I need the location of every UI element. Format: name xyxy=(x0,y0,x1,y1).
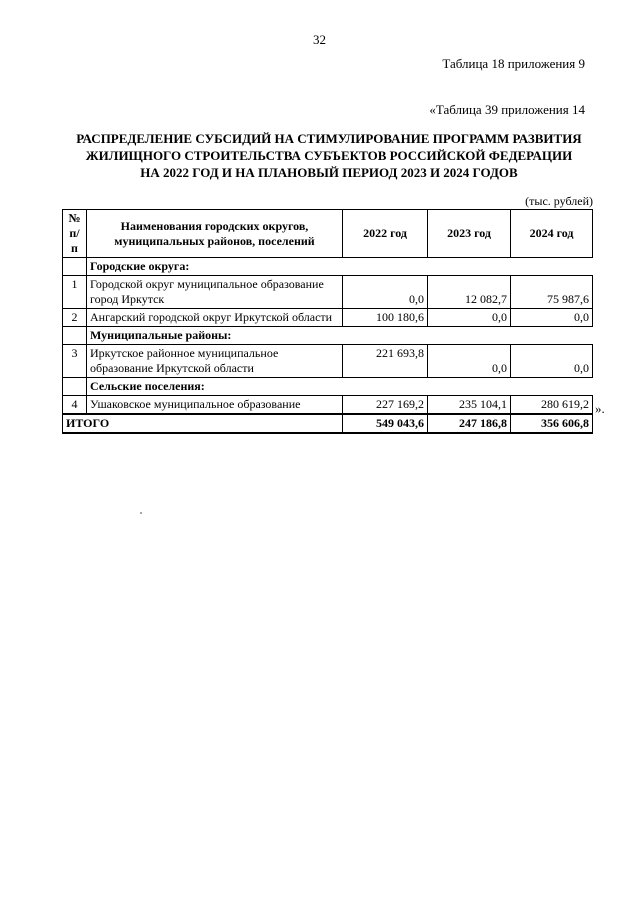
group-row xyxy=(63,258,593,276)
row-2023: 0,0 xyxy=(428,309,511,327)
row-name: Иркутское районное муниципальное образование Иркутской области xyxy=(87,345,343,378)
subsidy-table xyxy=(62,209,593,434)
closing-quote: ». xyxy=(595,401,605,416)
group-label: Городские округа: xyxy=(87,258,593,276)
row-2022: 221 693,8 xyxy=(343,345,428,378)
header-2023: 2023 год xyxy=(428,210,511,258)
header-2024: 2024 год xyxy=(511,210,593,258)
header-number: № п/п xyxy=(63,210,87,258)
row-number: 4 xyxy=(63,396,87,415)
table-reference: Таблица 18 приложения 9 xyxy=(442,56,585,71)
quoted-table-reference: «Таблица 39 приложения 14 xyxy=(429,102,585,117)
table-row xyxy=(63,276,593,309)
row-2022: 227 169,2 xyxy=(343,396,428,415)
table-row xyxy=(63,345,593,378)
row-2024: 0,0 xyxy=(511,309,593,327)
row-2022: 0,0 xyxy=(343,276,428,309)
row-2022: 100 180,6 xyxy=(343,309,428,327)
row-name: Ангарский городской округ Иркутской области xyxy=(87,309,343,327)
title-line: ЖИЛИЩНОГО СТРОИТЕЛЬСТВА СУБЪЕКТОВ РОССИЙСКОЙ ФЕДЕРАЦИИ xyxy=(85,148,573,163)
row-name: Ушаковское муниципальное образование xyxy=(87,396,343,415)
units-note: (тыс. рублей) xyxy=(525,194,593,208)
row-name: Городской округ муниципальное образование город Иркутск xyxy=(87,276,343,309)
row-2023: 0,0 xyxy=(428,345,511,378)
title-line: РАСПРЕДЕЛЕНИЕ СУБСИДИЙ НА СТИМУЛИРОВАНИЕ ПРОГРАММ РАЗВИТИЯ xyxy=(76,131,582,146)
group-row xyxy=(63,327,593,345)
total-2024: 356 606,8 xyxy=(511,414,593,433)
header-2022: 2022 год xyxy=(343,210,428,258)
header-row xyxy=(63,210,593,258)
document-title xyxy=(60,130,598,181)
scan-speck xyxy=(140,512,142,514)
table-row xyxy=(63,396,593,415)
row-number: 1 xyxy=(63,276,87,309)
group-row xyxy=(63,378,593,396)
row-number: 3 xyxy=(63,345,87,378)
total-2023: 247 186,8 xyxy=(428,414,511,433)
row-2023: 235 104,1 xyxy=(428,396,511,415)
row-number: 2 xyxy=(63,309,87,327)
group-label: Муниципальные районы: xyxy=(87,327,593,345)
page-number: 32 xyxy=(313,32,326,47)
total-2022: 549 043,6 xyxy=(343,414,428,433)
header-name: Наименования городских округов, муниципальных районов, поселений xyxy=(87,210,343,258)
total-row xyxy=(63,414,593,433)
group-label: Сельские поселения: xyxy=(87,378,593,396)
row-2023: 12 082,7 xyxy=(428,276,511,309)
total-label: ИТОГО xyxy=(63,414,343,433)
table-row xyxy=(63,309,593,327)
row-2024: 75 987,6 xyxy=(511,276,593,309)
title-line: НА 2022 ГОД И НА ПЛАНОВЫЙ ПЕРИОД 2023 И 2024 ГОДОВ xyxy=(140,165,518,180)
row-2024: 280 619,2 xyxy=(511,396,593,415)
row-2024: 0,0 xyxy=(511,345,593,378)
